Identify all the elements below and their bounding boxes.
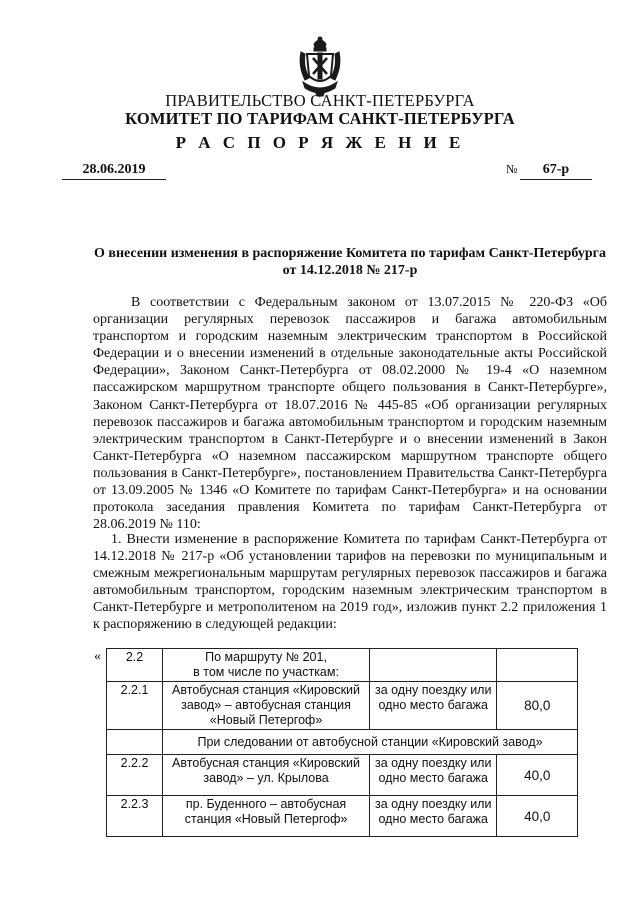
opening-quote-mark: « (94, 649, 101, 664)
price-cell: 40,0 (497, 796, 578, 837)
section-description: Автобусная станция «Кировский завод» – автобусная станция «Новый Петергоф» (163, 682, 370, 730)
table-row (107, 755, 578, 796)
coat-of-arms-emblem (297, 36, 343, 98)
number-label: № (506, 162, 518, 176)
tariff-table (106, 648, 578, 837)
preamble-paragraph: В соответствии с Федеральным законом от 13.07.2015 № 220-ФЗ «Об организации регулярных перевозок пассажиров и багажа автомобильным транспортом и городским наземным электрическим транспортом в Российской Федерации и о внесении изменений в отдельные законодательные акты Российской Федерации», Законом Санкт-Петербурга от 08.02.2000 № 19-4 «О наземном пассажирском маршрутном транспорте общего пользования в Санкт-Петербурге», Законом Санкт-Петербурга от 18.07.2016 № 445-85 «Об организации регулярных перевозок пассажиров и багажа автомобильным транспортом и городским наземным электрическим транспортом в Санкт-Петербурге и о внесении изменений в Закон Санкт-Петербурга «О наземном пассажирском маршрутном транспорте общего пользования в Санкт-Петербурге», постановлением Правительства Санкт-Петербурга от 13.09.2005 № 1346 «О Комитете по тарифам Санкт-Петербурга» и на основании протокола заседания правления Комитета по тарифам Санкт-Петербурга от 28.06.2019 № 110: (93, 295, 607, 533)
document-subject (90, 245, 610, 279)
unit-cell: за одну поездку или одно место багажа (370, 796, 497, 837)
route-line-1: По маршруту № 201, (205, 650, 327, 664)
unit-cell (370, 649, 497, 682)
price-cell (497, 649, 578, 682)
section-description: Автобусная станция «Кировский завод» – ул. Крылова (163, 755, 370, 796)
document-number (506, 162, 594, 180)
price-cell: 40,0 (497, 755, 578, 796)
item-number (107, 730, 163, 755)
table-row (107, 796, 578, 837)
subject-line-2: от 14.12.2018 № 217-р (282, 263, 418, 278)
document-date: 28.06.2019 (62, 162, 166, 180)
item-number: 2.2 (107, 649, 163, 682)
number-value: 67-р (520, 162, 592, 180)
subject-line-1: О внесении изменения в распоряжение Комитета по тарифам Санкт-Петербурга (94, 246, 606, 261)
table-row (107, 682, 578, 730)
item-number: 2.2.3 (107, 796, 163, 837)
government-title: ПРАВИТЕЛЬСТВО САНКТ-ПЕТЕРБУРГА (165, 91, 475, 110)
unit-cell: за одну поездку или одно место багажа (370, 755, 497, 796)
clause-1-paragraph: 1. Внести изменение в распоряжение Комитета по тарифам Санкт-Петербурга от 14.12.2018 № 217-р «Об установлении тарифов на перевозки по муниципальным и смежным межрегиональным маршрутам регулярных перевозок пассажиров и багажа автомобильным транспортом, городским наземным электрическим транспортом в Санкт-Петербурге и метрополитеном на 2019 год», изложив пункт 2.2 приложения 1 к распоряжению в следующей редакции: (93, 532, 607, 633)
direction-note: При следовании от автобусной станции «Кировский завод» (163, 730, 578, 755)
item-number: 2.2.1 (107, 682, 163, 730)
table-row (107, 649, 578, 682)
item-number: 2.2.2 (107, 755, 163, 796)
route-description (163, 649, 370, 682)
route-line-2: в том числе по участкам: (193, 665, 339, 679)
committee-title: КОМИТЕТ ПО ТАРИФАМ САНКТ-ПЕТЕРБУРГА (125, 109, 515, 128)
document-type: Р А С П О Р Я Ж Е Н И Е (175, 133, 465, 152)
section-description: пр. Буденного – автобусная станция «Новый Петергоф» (163, 796, 370, 837)
unit-cell: за одну поездку или одно место багажа (370, 682, 497, 730)
price-cell: 80,0 (497, 682, 578, 730)
table-row (107, 730, 578, 755)
